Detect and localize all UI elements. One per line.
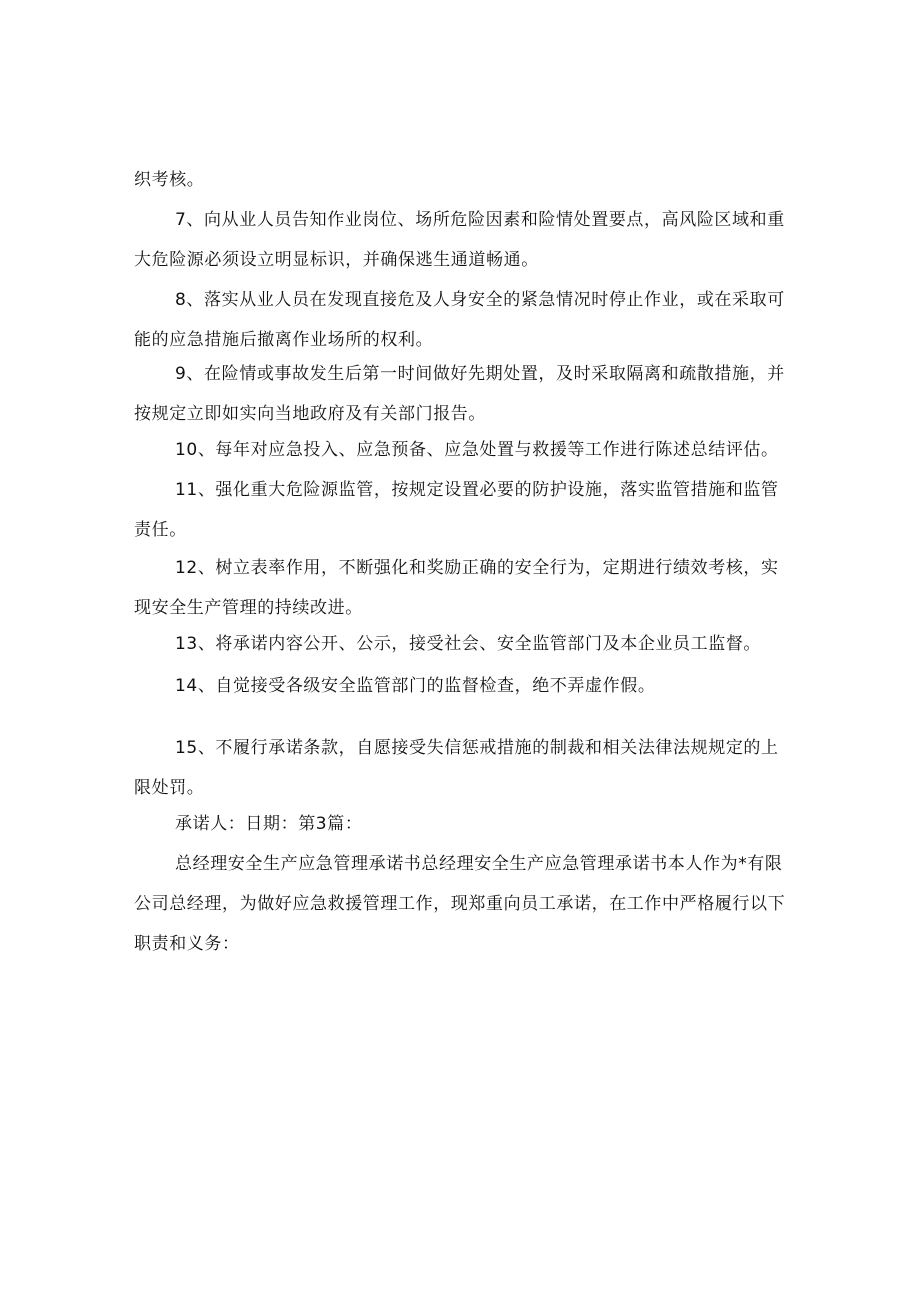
paragraph-item-8: 8、落实从业人员在发现直接危及人身安全的紧急情况时停止作业，或在采取可能的应急措施后撤离作业场所的权利。 [134, 290, 785, 350]
paragraph-item-11: 11、强化重大危险源监管，按规定设置必要的防护设施，落实监管措施和监管责任。 [134, 480, 779, 540]
paragraph-item-13: 13、将承诺内容公开、公示，接受社会、安全监管部门及本企业员工监督。 [175, 634, 762, 654]
paragraph-item-15: 15、不履行承诺条款，自愿接受失信惩戒措施的制裁和相关法律法规规定的上限处罚。 [134, 738, 779, 798]
paragraph-item-12: 12、树立表率作用，不断强化和奖励正确的安全行为，定期进行绩效考核，实现安全生产管理的持续改进。 [134, 558, 779, 618]
paragraph-item-7: 7、向从业人员告知作业岗位、场所危险因素和险情处置要点，高风险区域和重大危险源必须设立明显标识，并确保逃生通道畅通。 [134, 210, 785, 270]
paragraph-item-9: 9、在险情或事故发生后第一时间做好先期处置，及时采取隔离和疏散措施，并按规定立即如实向当地政府及有关部门报告。 [134, 364, 785, 424]
paragraph-continuation: 织考核。 [134, 170, 205, 190]
signature-line: 承诺人：日期：第3篇： [175, 814, 363, 834]
paragraph-chapter-3-intro: 总经理安全生产应急管理承诺书总经理安全生产应急管理承诺书本人作为*有限公司总经理，为做好应急救援管理工作，现郑重向员工承诺，在工作中严格履行以下职责和义务： [134, 854, 786, 954]
paragraph-item-14: 14、自觉接受各级安全监管部门的监督检查，绝不弄虚作假。 [175, 676, 656, 696]
paragraph-item-10: 10、每年对应急投入、应急预备、应急处置与救援等工作进行陈述总结评估。 [175, 440, 779, 460]
